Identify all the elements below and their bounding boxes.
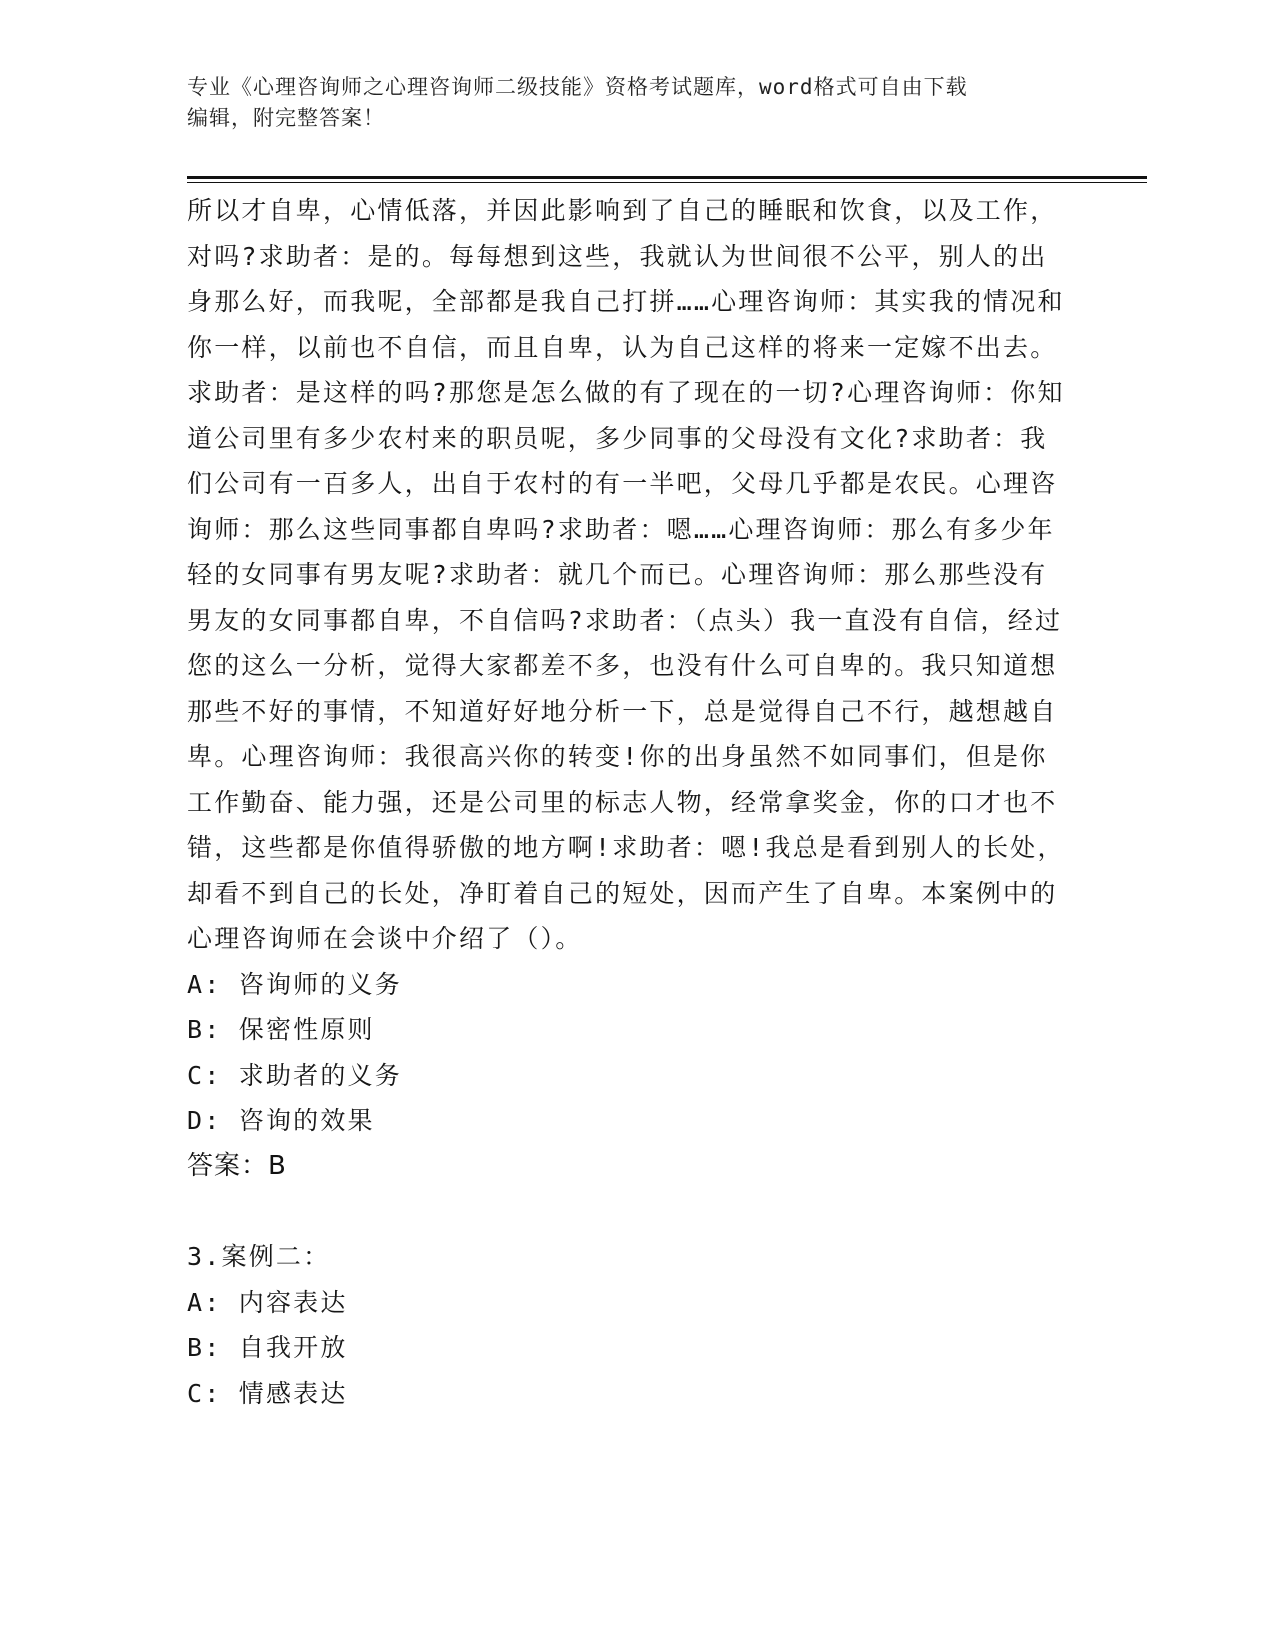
question-2-option-a: A: 咨询师的义务 [187, 969, 402, 999]
header-line-2: 编辑，附完整答案！ [187, 106, 385, 130]
question-2-option-d: D: 咨询的效果 [187, 1106, 375, 1135]
question-2-option-c: C: 求助者的义务 [187, 1060, 402, 1090]
question-2-option-b: B: 保密性原则 [187, 1015, 375, 1044]
header-line-1: 专业《心理咨询师之心理咨询师二级技能》资格考试题库，word格式可自由下载 [187, 75, 968, 99]
header-rule-thin [187, 182, 1147, 183]
document-body [187, 188, 1067, 1416]
question-3-option-c: C: 情感表达 [187, 1378, 348, 1408]
question-2-answer: 答案：B [187, 1150, 287, 1181]
page-header [187, 72, 1067, 134]
header-rule-thick [187, 176, 1147, 179]
question-3-stem: 3.案例二： [187, 1242, 331, 1271]
section-gap [187, 1189, 1067, 1234]
question-2-stem: 所以才自卑，心情低落，并因此影响到了自己的睡眠和饮食，以及工作，对吗?求助者：是的。每每想到这些，我就认为世间很不公平，别人的出身那么好，而我呢，全部都是我自己打拼……心理咨询师：其实我的情况和你一样，以前也不自信，而且自卑，认为自己这样的将来一定嫁不出去。求助者：是这样的吗?那您是怎么做的有了现在的一切?心理咨询师：你知道公司里有多少农村来的职员呢，多少同事的父母没有文化?求助者：我们公司有一百多人，出自于农村的有一半吧，父母几乎都是农民。心理咨询师：那么这些同事都自卑吗?求助者：嗯……心理咨询师：那么有多少年轻的女同事有男友呢?求助者：就几个而已。心理咨询师：那么那些没有男友的女同事都自卑，不自信吗?求助者：（点头）我一直没有自信，经过您的这么一分析，觉得大家都差不多，也没有什么可自卑的。我只知道想那些不好的事情，不知道好好地分析一下，总是觉得自己不行，越想越自卑。心理咨询师：我很高兴你的转变!你的出身虽然不如同事们，但是你工作勤奋、能力强，还是公司里的标志人物，经常拿奖金，你的口才也不错，这些都是你值得骄傲的地方啊!求助者：嗯!我总是看到别人的长处，却看不到自己的长处，净盯着自己的短处，因而产生了自卑。本案例中的心理咨询师在会谈中介绍了（）。 [187, 196, 1065, 953]
question-3-option-a: A: 内容表达 [187, 1287, 348, 1317]
question-3-option-b: B: 自我开放 [187, 1333, 348, 1362]
